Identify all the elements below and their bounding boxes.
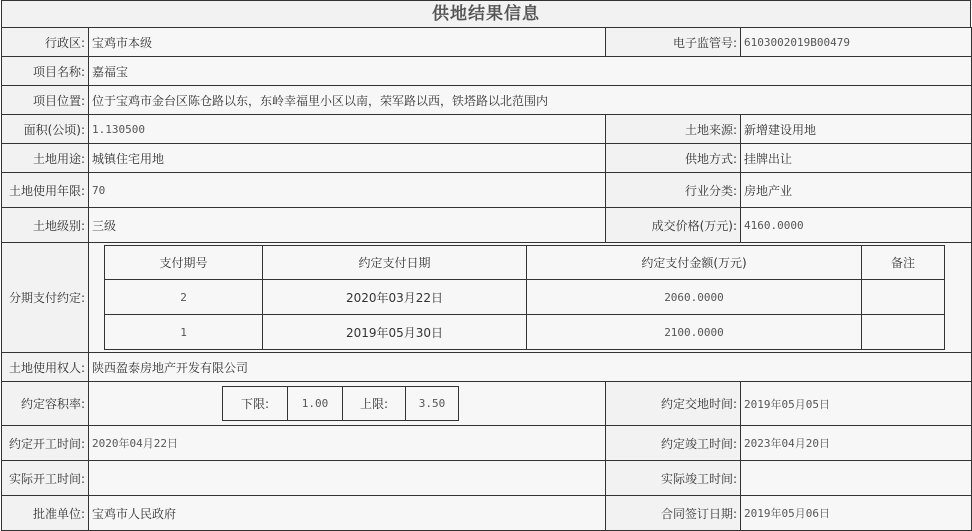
far-upper-label: 上限: [343,387,406,421]
far-cell [89,382,606,426]
row-project-location [2,86,972,115]
table-row [105,315,945,350]
installments-cell [89,243,972,353]
row-far [2,382,972,426]
deal-price-label: 成交价格(万元): [606,208,741,243]
actual-completion-label: 实际竣工时间: [606,461,741,496]
period-no-cell: 2 [105,280,263,315]
far-label: 约定容积率: [2,382,89,426]
page-title: 供地结果信息 [1,0,971,27]
far-lower-label: 下限: [223,387,288,421]
actual-start-label: 实际开工时间: [2,461,89,496]
installments-table [104,245,945,350]
land-use-label: 土地用途: [2,144,89,173]
row-grade [2,208,972,243]
handover-time-value: 2019年05月05日 [741,382,972,426]
agreed-completion-value: 2023年04月20日 [741,426,972,461]
agreed-start-value: 2020年04月22日 [89,426,606,461]
pay-amount-cell: 2060.0000 [527,280,862,315]
installments-header-row [105,246,945,280]
pay-date-cell: 2019年05月30日 [263,315,527,350]
industry-value: 房地产业 [741,173,972,208]
installments-label: 分期支付约定: [2,243,89,353]
approval-unit-label: 批准单位: [2,496,89,531]
agreed-completion-label: 约定竣工时间: [606,426,741,461]
pay-date-cell: 2020年03月22日 [263,280,527,315]
row-land-use [2,144,972,173]
project-location-value: 位于宝鸡市金台区陈仓路以东，东岭幸福里小区以南，荣军路以西，铁塔路以北范围内 [89,86,972,115]
table-row [105,280,945,315]
project-location-label: 项目位置: [2,86,89,115]
row-installments [2,243,972,353]
area-value: 1.130500 [89,115,606,144]
pay-amount-cell: 2100.0000 [527,315,862,350]
row-owner [2,353,972,382]
actual-completion-value [741,461,972,496]
deal-price-value: 4160.0000 [741,208,972,243]
approval-unit-value: 宝鸡市人民政府 [89,496,606,531]
land-supply-result-table [1,27,972,531]
far-lower-value: 1.00 [288,387,343,421]
actual-start-value [89,461,606,496]
row-actual [2,461,972,496]
industry-label: 行业分类: [606,173,741,208]
contract-date-label: 合同签订日期: [606,496,741,531]
agreed-start-label: 约定开工时间: [2,426,89,461]
use-years-label: 土地使用年限: [2,173,89,208]
region-value: 宝鸡市本级 [89,28,606,57]
period-no-cell: 1 [105,315,263,350]
area-label: 面积(公顷): [2,115,89,144]
row-region [2,28,972,57]
far-range-table [222,386,459,421]
land-use-value: 城镇住宅用地 [89,144,606,173]
row-approval [2,496,972,531]
supervision-no-label: 电子监管号: [606,28,741,57]
land-source-label: 土地来源: [606,115,741,144]
land-owner-label: 土地使用权人: [2,353,89,382]
row-start [2,426,972,461]
row-project-name [2,57,972,86]
project-name-label: 项目名称: [2,57,89,86]
header-period-no: 支付期号 [105,246,263,280]
land-grade-label: 土地级别: [2,208,89,243]
land-owner-value: 陕西盈泰房地产开发有限公司 [89,353,972,382]
header-pay-amount: 约定支付金额(万元) [527,246,862,280]
region-label: 行政区: [2,28,89,57]
header-pay-date: 约定支付日期 [263,246,527,280]
far-upper-value: 3.50 [406,387,459,421]
row-years [2,173,972,208]
land-grade-value: 三级 [89,208,606,243]
land-source-value: 新增建设用地 [741,115,972,144]
handover-time-label: 约定交地时间: [606,382,741,426]
header-note: 备注 [862,246,945,280]
note-cell [862,315,945,350]
supervision-no-value: 6103002019B00479 [741,28,972,57]
row-area [2,115,972,144]
supply-method-label: 供地方式: [606,144,741,173]
use-years-value: 70 [89,173,606,208]
project-name-value: 嘉福宝 [89,57,972,86]
contract-date-value: 2019年05月06日 [741,496,972,531]
supply-method-value: 挂牌出让 [741,144,972,173]
note-cell [862,280,945,315]
